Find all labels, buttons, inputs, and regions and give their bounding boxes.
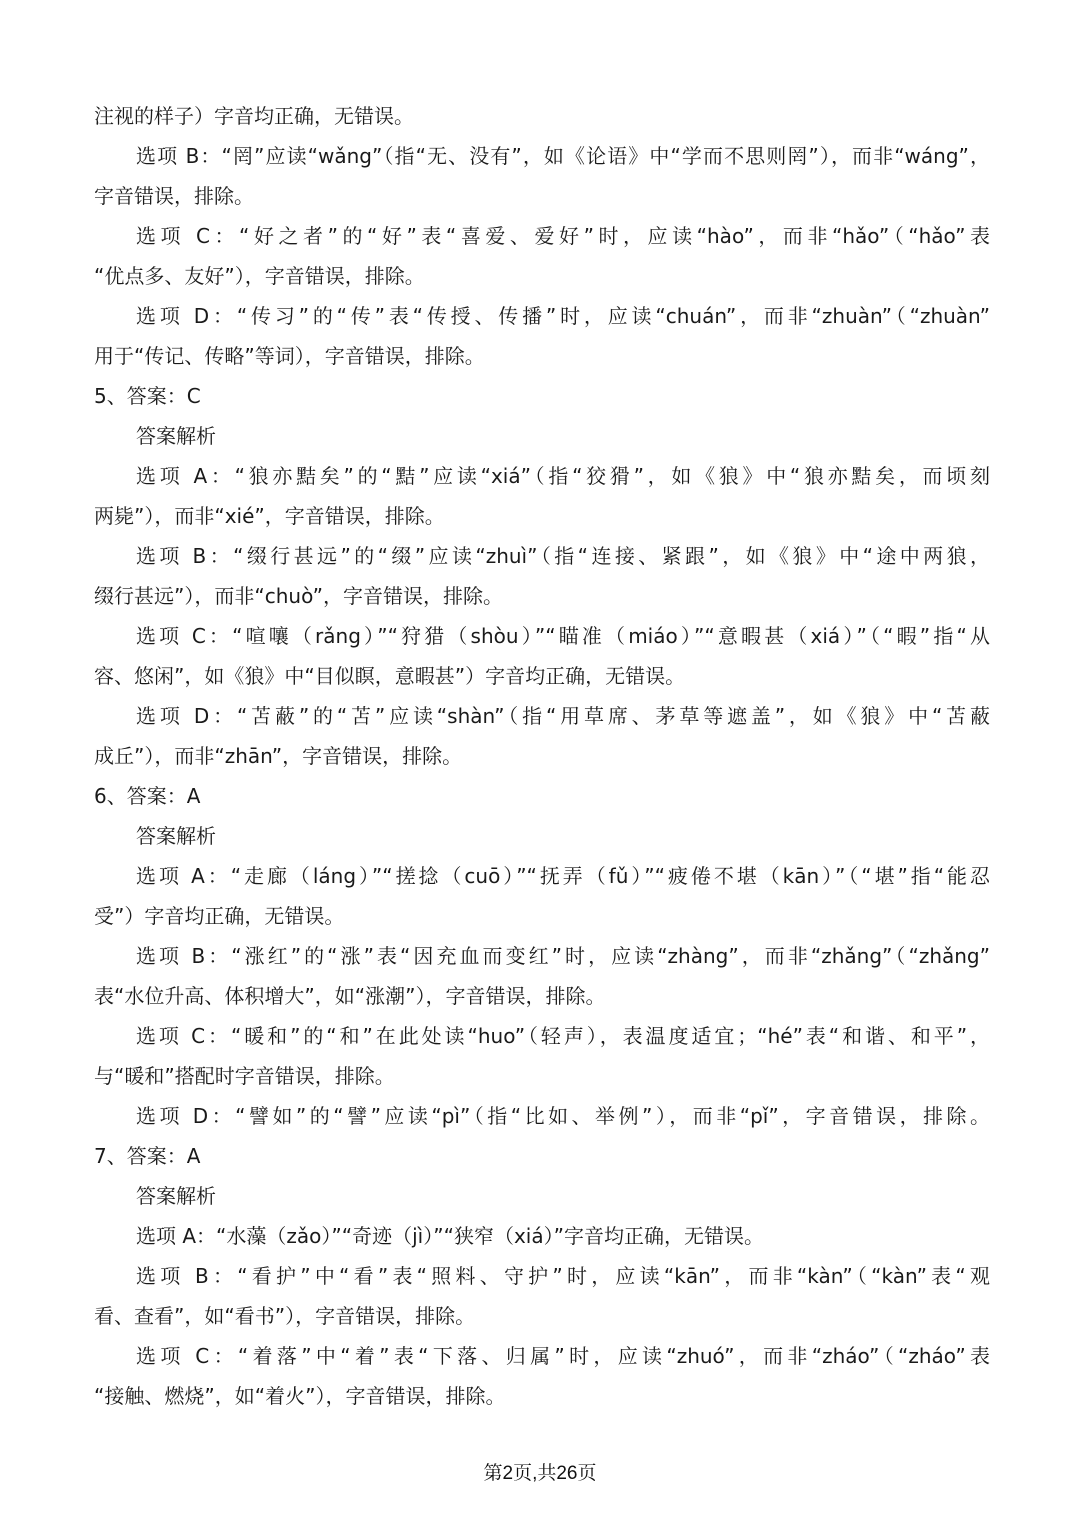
text-line: 答案解析	[136, 824, 216, 848]
text-line: 选项 C：“着落”中“着”表“下落、归属”时，应读“zhuó”，而非“zháo”（“zháo”表	[136, 1344, 990, 1368]
text-line: 成丘”），而非“zhān”，字音错误，排除。	[94, 744, 463, 768]
text-line: 5、答案：C	[94, 384, 201, 408]
text-line: 容、悠闲”，如《狼》中“目似瞑，意暇甚”）字音均正确，无错误。	[94, 664, 686, 688]
text-line: 选项 C：“暖和”的“和”在此处读“huo”（轻声），表温度适宜；“hé”表“和谐、和平”，	[136, 1024, 990, 1048]
text-line: 选项 D：“苫蔽”的“苫”应读“shàn”（指“用草席、茅草等遮盖”，如《狼》中“苫蔽	[136, 704, 990, 728]
text-line: 表“水位升高、体积增大”，如“涨潮”），字音错误，排除。	[94, 984, 606, 1008]
document-body	[94, 96, 990, 1416]
text-line: 受”）字音均正确，无错误。	[94, 904, 345, 928]
text-line: 6、答案：A	[94, 784, 201, 808]
text-line: 选项 B：“看护”中“看”表“照料、守护”时，应读“kān”，而非“kàn”（“kàn”表“观	[136, 1264, 990, 1288]
text-line: 选项 C：“喧嚷（rǎng）”“狩猎（shòu）”“瞄准（miáo）”“意暇甚（xiá）”（“暇”指“从	[136, 624, 990, 648]
text-line: 答案解析	[136, 1184, 216, 1208]
text-line: 选项 A：“水藻（zǎo）”“奇迹（jì）”“狭窄（xiá）”字音均正确，无错误。	[136, 1224, 764, 1248]
text-line: 与“暖和”搭配时字音错误，排除。	[94, 1064, 395, 1088]
text-line: 选项 C：“好之者”的“好”表“喜爱、爱好”时，应读“hào”，而非“hǎo”（“hǎo”表	[136, 224, 990, 248]
text-line: 字音错误，排除。	[94, 184, 254, 208]
text-line: 选项 B：“涨红”的“涨”表“因充血而变红”时，应读“zhàng”，而非“zhǎng”（“zhǎng”	[136, 944, 990, 968]
text-line: 看、查看”，如“看书”），字音错误，排除。	[94, 1304, 476, 1328]
text-line: 注视的样子）字音均正确，无错误。	[94, 104, 414, 128]
text-line: 选项 A：“狼亦黠矣”的“黠”应读“xiá”（指“狡猾”，如《狼》中“狼亦黠矣，而顷刻	[136, 464, 990, 488]
text-line: 选项 D：“传习”的“传”表“传授、传播”时，应读“chuán”，而非“zhuàn”（“zhuàn”	[136, 304, 990, 328]
text-line: 选项 B：“缀行甚远”的“缀”应读“zhuì”（指“连接、紧跟”，如《狼》中“途中两狼，	[136, 544, 990, 568]
page-number: 第2页,共26页	[483, 1463, 597, 1484]
text-line: 选项 D：“譬如”的“譬”应读“pì”（指“比如、举例”），而非“pǐ”，字音错误，排除。	[136, 1104, 990, 1128]
text-line: 答案解析	[136, 424, 216, 448]
text-line: 缀行甚远”），而非“chuò”，字音错误，排除。	[94, 584, 503, 608]
text-line: “接触、燃烧”，如“着火”），字音错误，排除。	[94, 1384, 506, 1408]
text-line: 用于“传记、传略”等词），字音错误，排除。	[94, 344, 485, 368]
text-line: 7、答案：A	[94, 1144, 201, 1168]
text-line: “优点多、友好”），字音错误，排除。	[94, 264, 425, 288]
text-line: 选项 B：“罔”应读“wǎng”（指“无、没有”，如《论语》中“学而不思则罔”），而非“wáng”，	[136, 144, 990, 168]
text-line: 选项 A：“走廊（láng）”“搓捻（cuō）”“抚弄（fǔ）”“疲倦不堪（kān）”（“堪”指“能忍	[136, 864, 990, 888]
text-line: 两毙”），而非“xié”，字音错误，排除。	[94, 504, 445, 528]
